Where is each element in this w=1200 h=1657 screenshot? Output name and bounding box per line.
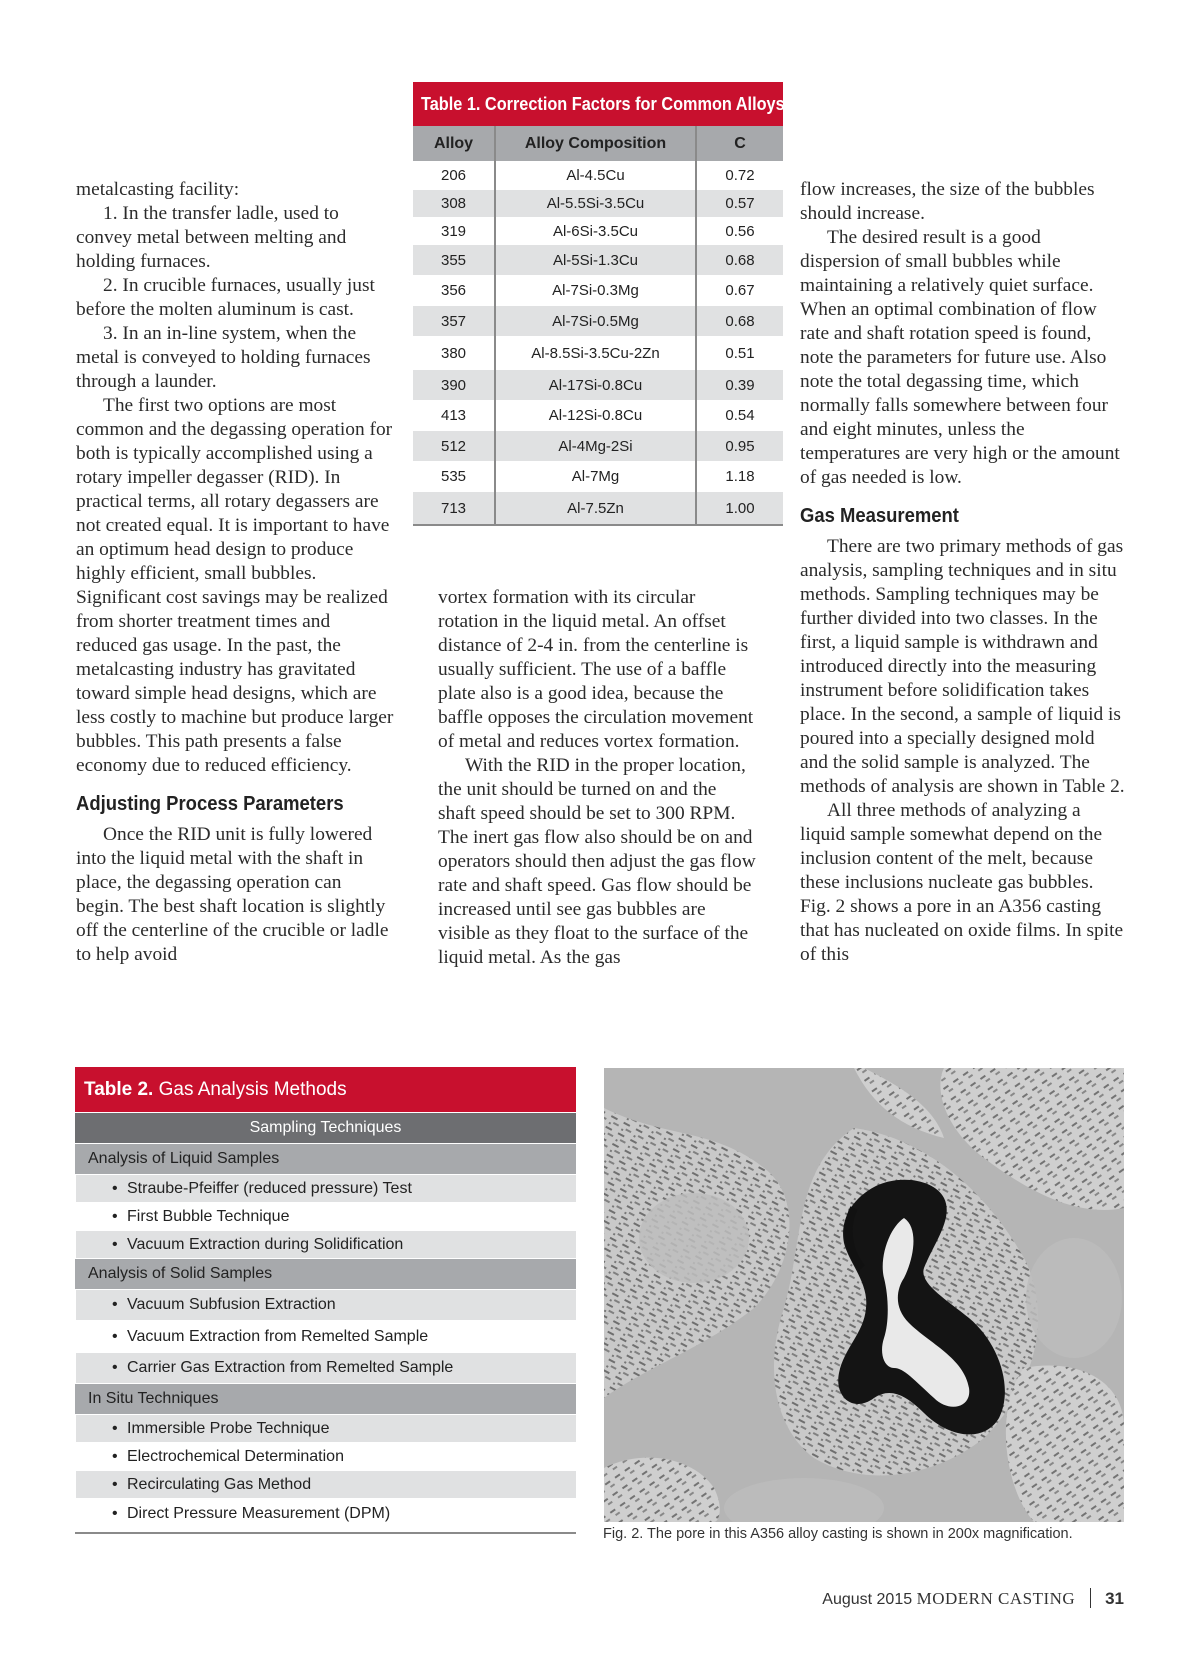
table-row xyxy=(413,370,783,400)
paragraph: The first two options are most common and the degassing operation for both is typically accomplished using a rotary impeller degasser (RID). In practical terms, all rotary degassers are not created equal. It is important to have an optimum head design to produce highly efficient, small bubbles. Significant cost savings may be realized from shorter treatment times and reduced gas usage. In the past, the metalcasting industry has gravitated toward simple head designs, which are less costly to machine but produce larger bubbles. This path presents a false economy due to reduced efficiency. xyxy=(76,395,394,776)
composition-cell: Al-7.5Zn xyxy=(495,492,696,525)
correction-factors-table xyxy=(413,126,783,526)
list-item: • Straube-Pfeiffer (reduced pressure) Test xyxy=(76,1175,576,1202)
paragraph: Once the RID unit is fully lowered into the liquid metal with the shaft in place, the degassing operation can begin. The best shaft location is slightly off the centerline of the crucible or ladle to help avoid xyxy=(76,824,389,965)
alloy-cell: 380 xyxy=(413,336,495,370)
list-item: • Vacuum Extraction from Remelted Sample xyxy=(76,1321,576,1352)
c-cell: 0.68 xyxy=(696,306,783,336)
composition-cell: Al-4.5Cu xyxy=(495,161,696,190)
c-cell: 0.51 xyxy=(696,336,783,370)
section-heading: Adjusting Process Parameters xyxy=(76,792,344,815)
composition-cell: Al-5.5Si-3.5Cu xyxy=(495,190,696,217)
table-row xyxy=(413,161,783,190)
alloy-cell: 357 xyxy=(413,306,495,336)
table-2 xyxy=(75,1067,576,1534)
paragraph: The desired result is a good dispersion of small bubbles while maintaining a relatively quiet surface. When an optimal combination of flow rate and shaft rotation speed is found, note the parameters for future use. Also note the total degassing time, which normally falls somewhere between four and eight minutes, unless the temperatures are very high or the amount of gas needed is low. xyxy=(800,227,1120,488)
table-2-header: Sampling Techniques xyxy=(75,1113,576,1143)
alloy-cell: 413 xyxy=(413,400,495,431)
composition-cell: Al-7Mg xyxy=(495,461,696,492)
alloy-cell: 713 xyxy=(413,492,495,525)
table-row xyxy=(413,336,783,370)
table-row xyxy=(413,431,783,461)
c-cell: 1.18 xyxy=(696,461,783,492)
table-1-title: Table 1. Correction Factors for Common Alloys xyxy=(413,82,783,126)
issue-date: August 2015 xyxy=(822,1591,913,1608)
c-cell: 0.56 xyxy=(696,217,783,245)
column-2 xyxy=(438,586,756,970)
footer-divider xyxy=(1090,1588,1091,1608)
paragraph: 1. In the transfer ladle, used to convey metal between melting and holding furnaces. xyxy=(76,203,347,272)
composition-cell: Al-7Si-0.5Mg xyxy=(495,306,696,336)
column-1 xyxy=(76,178,394,967)
paragraph: There are two primary methods of gas analysis, sampling techniques and in situ methods. Sampling techniques may be further divided into two classes. In the first, a liquid sample is withdrawn and introduced directly into the measuring instrument before solidification takes place. In the second, a sample of liquid is poured into a specially designed mold and the solid sample is analyzed. The methods of analysis are shown in Table 2. xyxy=(800,536,1125,797)
c-cell: 0.67 xyxy=(696,275,783,306)
column-3 xyxy=(800,178,1125,967)
table-row xyxy=(413,306,783,336)
table-1 xyxy=(413,82,783,526)
composition-cell: Al-4Mg-2Si xyxy=(495,431,696,461)
paragraph: vortex formation with its circular rotation in the liquid metal. An offset distance of 2-4 in. from the centerline is usually sufficient. The use of a baffle plate also is a good idea, because the baffle opposes the circulation movement of metal and reduces vortex formation. xyxy=(438,587,754,752)
paragraph: 3. In an in-line system, when the metal is conveyed to holding furnaces through a launder. xyxy=(76,323,371,392)
table-2-title: Table 2. Gas Analysis Methods xyxy=(75,1067,576,1112)
paragraph: All three methods of analyzing a liquid sample somewhat depend on the inclusion content of the melt, because these inclusions nucleate gas bubbles. Fig. 2 shows a pore in an A356 casting that has nucleated on oxide films. In spite of this xyxy=(800,800,1124,965)
paragraph: With the RID in the proper location, the unit should be turned on and the shaft speed should be set to 300 RPM. The inert gas flow also should be on and operators should then adjust the gas flow rate and shaft speed. Gas flow should be increased until see gas bubbles are visible as they float to the surface of the liquid metal. As the gas xyxy=(438,755,756,968)
section-heading: Gas Measurement xyxy=(800,504,959,527)
table-row xyxy=(413,400,783,431)
category-row: Analysis of Liquid Samples xyxy=(75,1144,576,1174)
composition-cell: Al-5Si-1.3Cu xyxy=(495,245,696,275)
alloy-cell: 390 xyxy=(413,370,495,400)
list-item: • First Bubble Technique xyxy=(76,1203,576,1230)
list-item: • Recirculating Gas Method xyxy=(76,1471,576,1498)
magazine-name: MODERN CASTING xyxy=(916,1589,1076,1608)
list-item: • Direct Pressure Measurement (DPM) xyxy=(76,1499,576,1529)
c-cell: 0.57 xyxy=(696,190,783,217)
composition-cell: Al-8.5Si-3.5Cu-2Zn xyxy=(495,336,696,370)
c-cell: 1.00 xyxy=(696,492,783,525)
page-number: 31 xyxy=(1105,1589,1124,1608)
alloy-cell: 356 xyxy=(413,275,495,306)
column-header: C xyxy=(696,126,783,161)
c-cell: 0.72 xyxy=(696,161,783,190)
c-cell: 0.95 xyxy=(696,431,783,461)
list-item: • Carrier Gas Extraction from Remelted Sample xyxy=(76,1353,576,1383)
composition-cell: Al-6Si-3.5Cu xyxy=(495,217,696,245)
composition-cell: Al-7Si-0.3Mg xyxy=(495,275,696,306)
column-header: Alloy xyxy=(413,126,495,161)
page-footer xyxy=(822,1588,1124,1609)
list-item: • Vacuum Subfusion Extraction xyxy=(76,1290,576,1320)
list-item: • Electrochemical Determination xyxy=(76,1443,576,1470)
alloy-cell: 535 xyxy=(413,461,495,492)
table-row xyxy=(413,245,783,275)
list-item: • Vacuum Extraction during Solidification xyxy=(76,1231,576,1258)
c-cell: 0.54 xyxy=(696,400,783,431)
category-row: In Situ Techniques xyxy=(75,1384,576,1414)
table-row xyxy=(413,217,783,245)
table-row xyxy=(413,190,783,217)
table-row xyxy=(413,275,783,306)
figure-caption: Fig. 2. The pore in this A356 alloy casting is shown in 200x magnification. xyxy=(603,1526,1073,1542)
table-row xyxy=(413,461,783,492)
column-header: Alloy Composition xyxy=(495,126,696,161)
alloy-cell: 512 xyxy=(413,431,495,461)
category-row: Analysis of Solid Samples xyxy=(75,1259,576,1289)
paragraph: flow increases, the size of the bubbles should increase. xyxy=(800,179,1095,224)
composition-cell: Al-12Si-0.8Cu xyxy=(495,400,696,431)
alloy-cell: 355 xyxy=(413,245,495,275)
paragraph: 2. In crucible furnaces, usually just before the molten aluminum is cast. xyxy=(76,275,375,320)
list-item: • Immersible Probe Technique xyxy=(76,1415,576,1442)
c-cell: 0.39 xyxy=(696,370,783,400)
alloy-cell: 206 xyxy=(413,161,495,190)
table-2-bottom-rule xyxy=(75,1532,576,1534)
table-row xyxy=(413,492,783,525)
alloy-cell: 319 xyxy=(413,217,495,245)
composition-cell: Al-17Si-0.8Cu xyxy=(495,370,696,400)
paragraph: metalcasting facility: xyxy=(76,179,240,200)
alloy-cell: 308 xyxy=(413,190,495,217)
c-cell: 0.68 xyxy=(696,245,783,275)
micrograph-image xyxy=(604,1068,1124,1522)
